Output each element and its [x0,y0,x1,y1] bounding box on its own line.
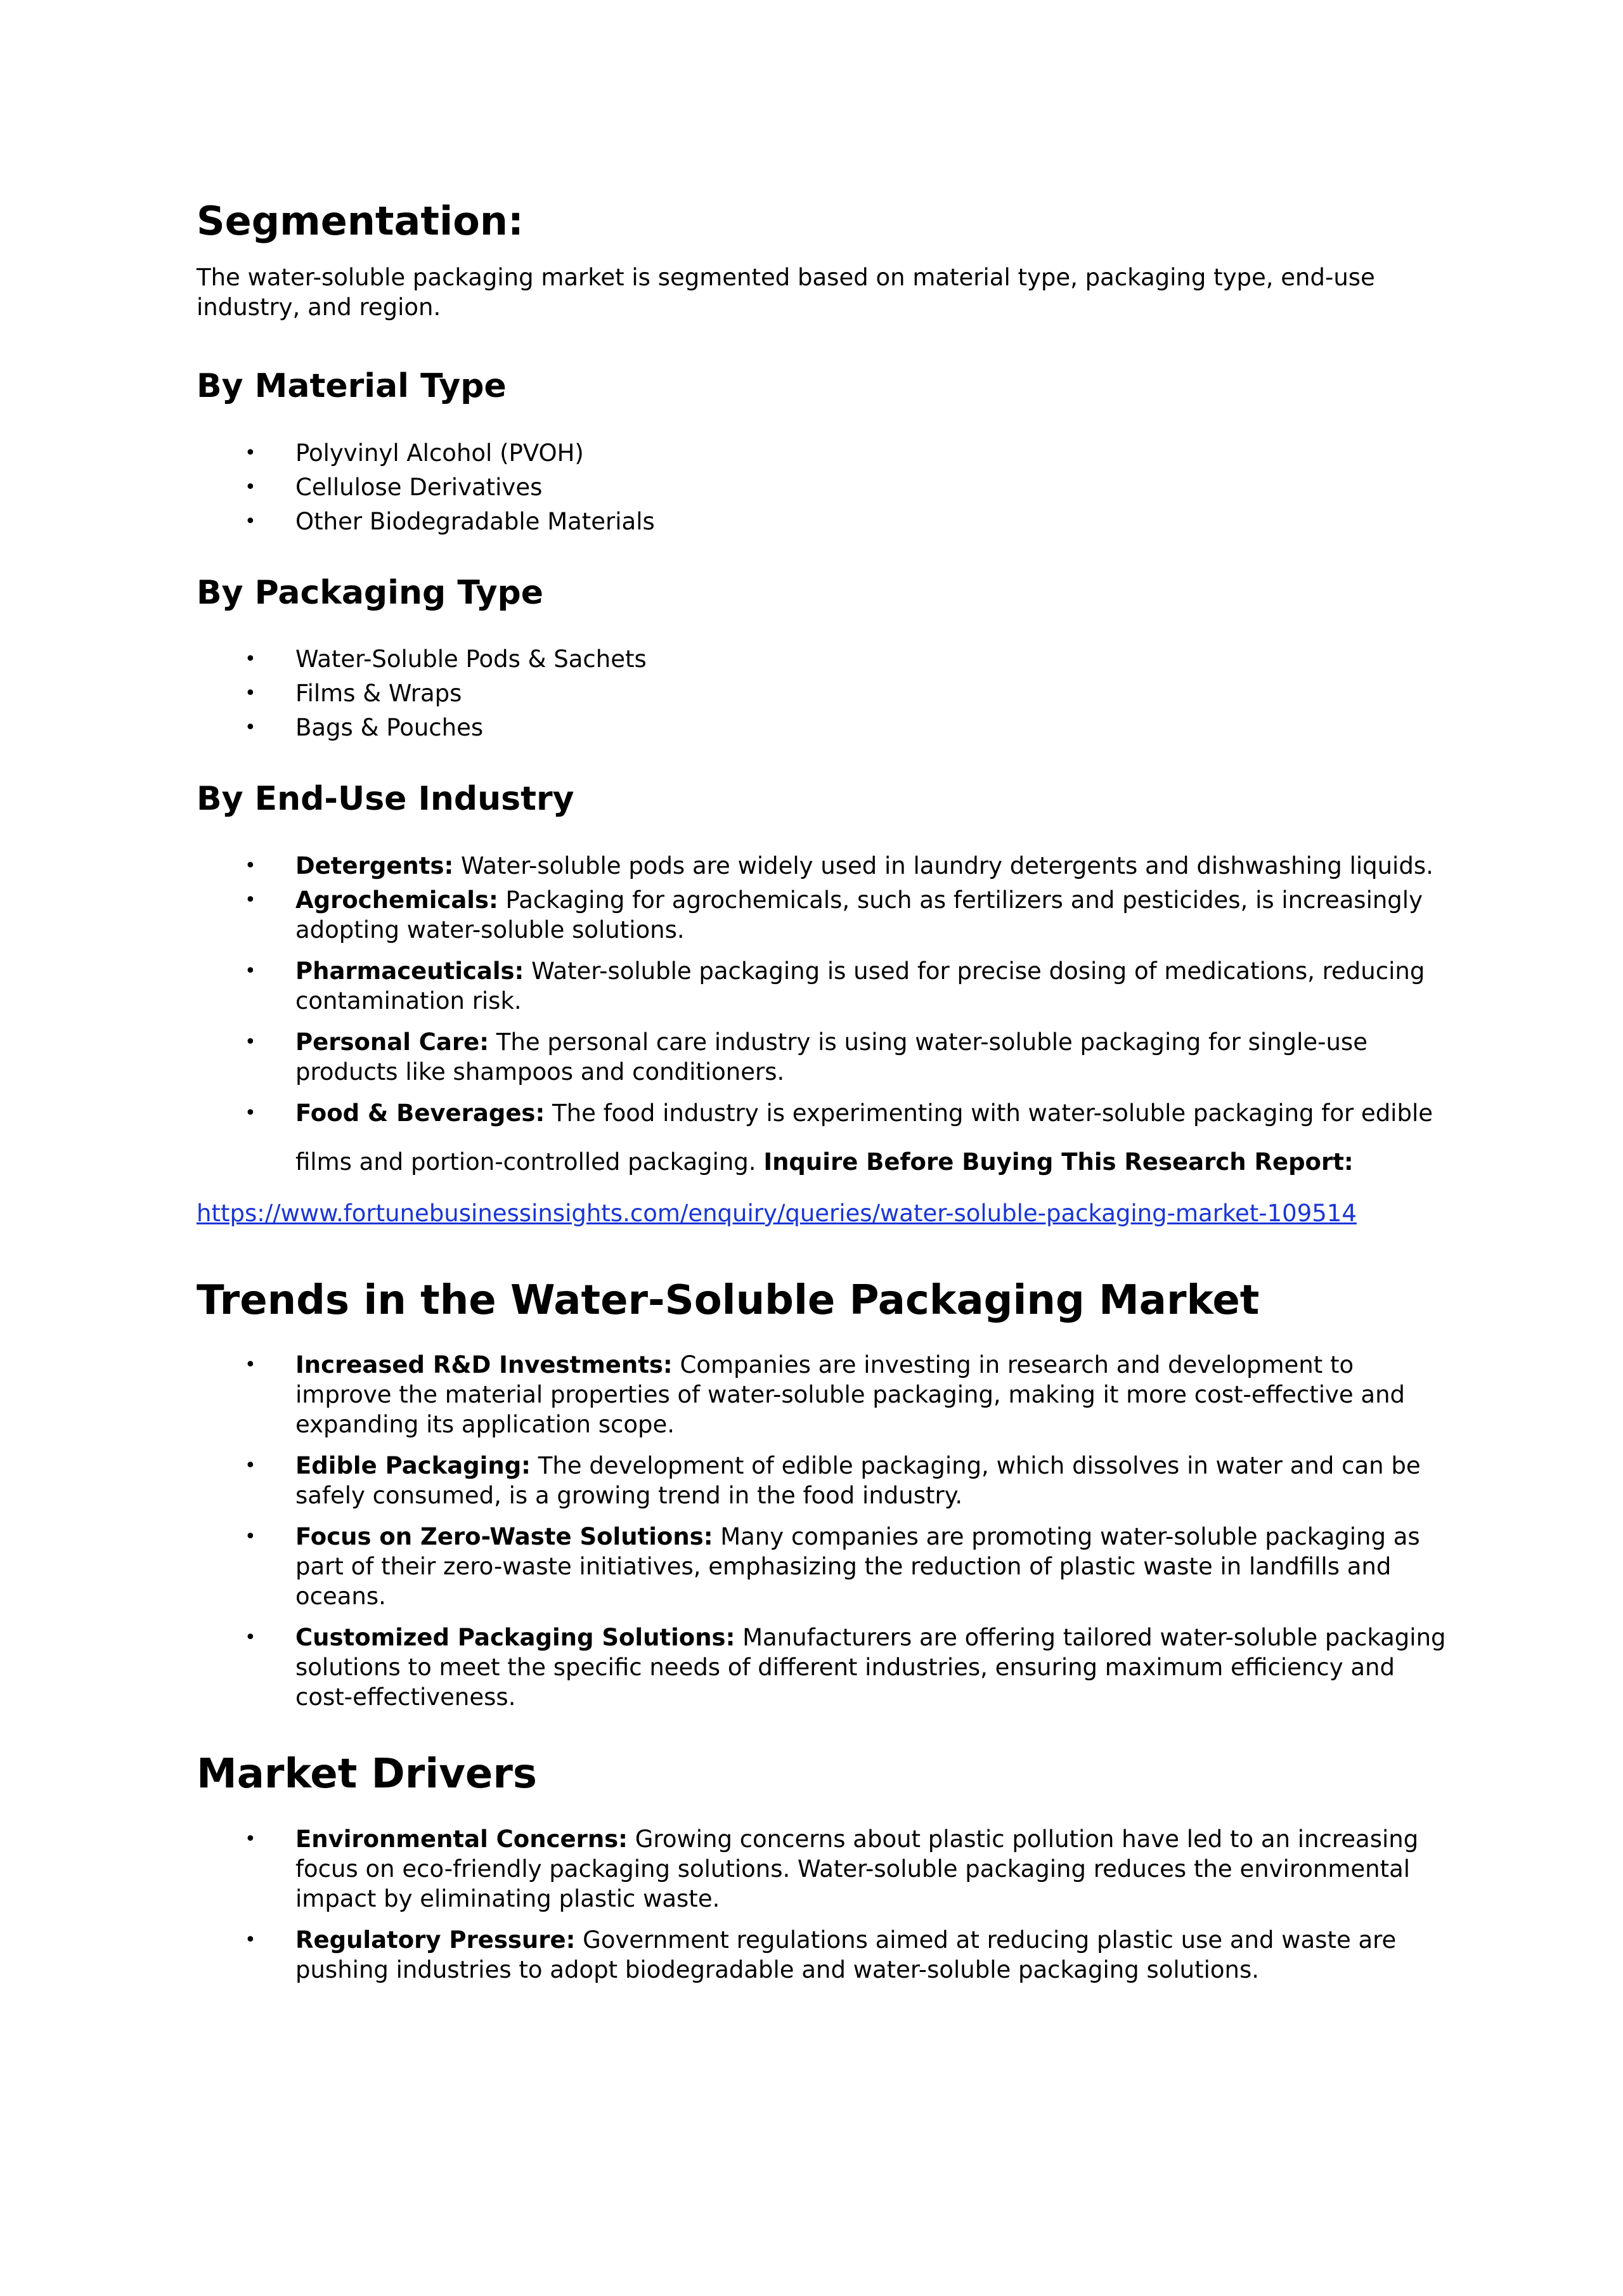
list-item: • Bags & Pouches [245,714,484,742]
document-page [197,198,1452,1996]
link-row [197,1200,1452,1227]
list-item: • Water-Soluble Pods & Sachets [245,645,647,673]
bullet-icon: • [245,441,256,464]
bullet-icon: • [245,717,256,739]
list-item: • Polyvinyl Alcohol (PVOH) [245,439,584,467]
list-item: • Focus on Zero-Waste Solutions: Many companies are promoting water-soluble packaging as part of their zero-waste initiatives, emphasizing the reduction of plastic waste in landfills and oceans. [245,1523,1420,1611]
list-item: • Detergents: Water-soluble pods are widely used in laundry detergents and dishwashing liquids. [245,852,1433,879]
bullet-icon: • [245,854,256,877]
material-type-list [197,438,1452,536]
segmentation-intro: The water-soluble packaging market is segmented based on material type, packaging type, end-use industry, and region. [197,264,1375,321]
list-item: • Food & Beverages: The food industry is experimenting with water-soluble packaging for edible films and portion-controlled packaging. Inquire Before Buying This Research Report: [197,1098,1452,1177]
list-item: • Films & Wraps [245,680,462,708]
bullet-icon: • [245,959,256,982]
bullet-icon: • [245,1354,256,1377]
list-item: • Environmental Concerns: Growing concerns about plastic pollution have led to an increasing focus on eco-friendly packaging solutions. Water-soluble packaging reduces the environmental impact by eliminating plastic waste. [245,1826,1419,1913]
bullet-icon: • [245,648,256,671]
list-item: • Agrochemicals: Packaging for agrochemicals, such as fertilizers and pesticides, is increasingly adopting water-soluble solutions. [245,886,1423,944]
trends-list [197,1350,1452,1712]
list-item: • Customized Packaging Solutions: Manufacturers are offering tailored water-soluble packaging solutions to meet the specific needs of different industries, ensuring maximum efficiency and cost-effectiveness. [245,1624,1446,1711]
packaging-type-list [197,644,1452,743]
drivers-heading: Market Drivers [197,1751,537,1798]
segmentation-heading: Segmentation: [197,198,524,244]
bullet-icon: • [245,476,256,498]
enquiry-link[interactable]: https://www.fortunebusinessinsights.com/enquiry/queries/water-soluble-packaging-market-109514 [197,1199,1357,1227]
material-type-heading: By Material Type [197,367,507,406]
bullet-icon: • [245,888,256,911]
bullet-icon: • [245,1828,256,1851]
end-use-list [197,851,1452,1177]
list-item: • Edible Packaging: The development of edible packaging, which dissolves in water and can be safely consumed, is a growing trend in the food industry. [245,1452,1421,1510]
food-continuation: films and portion-controlled packaging. Inquire Before Buying This Research Report: [295,1148,1354,1176]
bullet-icon: • [245,1030,256,1053]
bullet-icon: • [245,1455,256,1477]
bullet-icon: • [245,1929,256,1952]
list-item: • Pharmaceuticals: Water-soluble packaging is used for precise dosing of medications, reducing contamination risk. [245,957,1425,1015]
drivers-list [197,1824,1452,1985]
end-use-heading: By End-Use Industry [197,780,574,819]
inquire-callout: Inquire Before Buying This Research Report: [763,1148,1354,1176]
bullet-icon: • [245,682,256,705]
list-item: • Cellulose Derivatives [245,473,543,501]
bullet-icon: • [245,1101,256,1124]
bullet-icon: • [245,1526,256,1548]
trends-heading: Trends in the Water-Soluble Packaging Market [197,1276,1260,1324]
list-item: • Other Biodegradable Materials [245,507,655,535]
bullet-icon: • [245,1626,256,1649]
packaging-type-heading: By Packaging Type [197,573,544,612]
list-item: • Regulatory Pressure: Government regulations aimed at reducing plastic use and waste are pushing industries to adopt biodegradable and water-soluble packaging solutions. [245,1926,1397,1984]
list-item: • Personal Care: The personal care industry is using water-soluble packaging for single-use products like shampoos and conditioners. [245,1028,1368,1086]
list-item: • Increased R&D Investments: Companies are investing in research and development to improve the material properties of water-soluble packaging, making it more cost-effective and expanding its application scope. [245,1351,1406,1439]
bullet-icon: • [245,510,256,533]
